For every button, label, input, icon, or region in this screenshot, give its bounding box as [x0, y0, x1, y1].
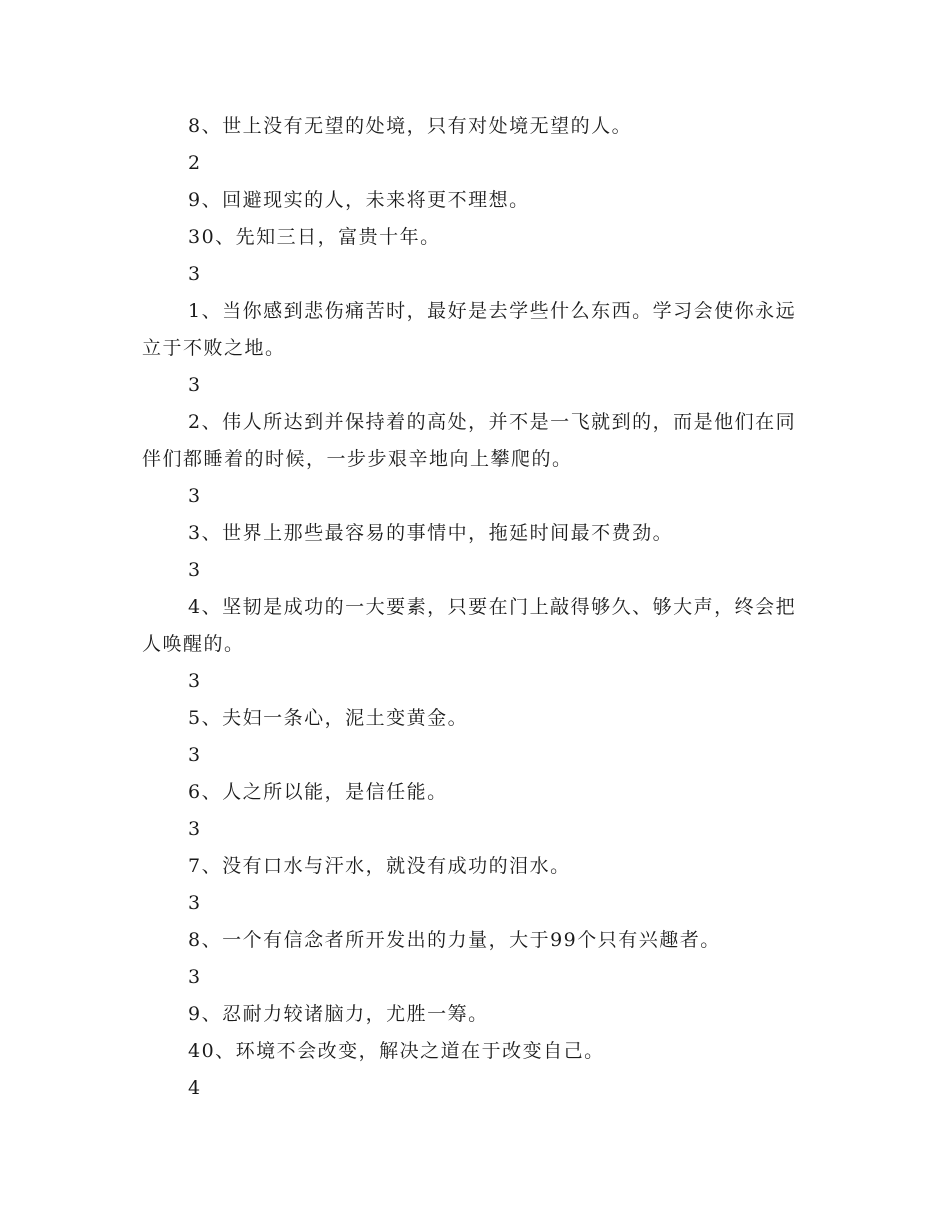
paragraph-15: 3	[188, 744, 202, 766]
paragraph-18: 7、没有口水与汗水，就没有成功的泪水。	[188, 855, 571, 877]
paragraph-11: 3	[188, 559, 202, 581]
paragraph-17: 3	[188, 818, 202, 840]
paragraph-9: 3	[188, 485, 202, 507]
paragraph-22: 9、忍耐力较诸脑力，尤胜一筹。	[188, 1003, 489, 1025]
paragraph-14: 5、夫妇一条心，泥土变黄金。	[188, 707, 469, 729]
paragraph-10: 3、世界上那些最容易的事情中，拖延时间最不费劲。	[188, 522, 674, 544]
paragraph-8: 2、伟人所达到并保持着的高处，并不是一飞就到的，而是他们在同伴们都睡着的时候，一步步艰辛地向上攀爬的。	[142, 411, 797, 470]
paragraph-12: 4、坚韧是成功的一大要素，只要在门上敲得够久、够大声，终会把人唤醒的。	[142, 596, 797, 655]
paragraph-21: 3	[188, 966, 202, 988]
paragraph-13: 3	[188, 670, 202, 692]
paragraph-19: 3	[188, 892, 202, 914]
paragraph-2: 2	[188, 152, 202, 174]
paragraph-1: 8、世上没有无望的处境，只有对处境无望的人。	[188, 115, 633, 137]
paragraph-3: 9、回避现实的人，未来将更不理想。	[188, 189, 530, 211]
paragraph-23: 40、环境不会改变，解决之道在于改变自己。	[188, 1040, 605, 1062]
paragraph-16: 6、人之所以能，是信任能。	[188, 781, 448, 803]
document-body	[142, 108, 808, 1107]
paragraph-5: 3	[188, 263, 202, 285]
paragraph-24: 4	[188, 1077, 202, 1099]
paragraph-7: 3	[188, 374, 202, 396]
paragraph-6: 1、当你感到悲伤痛苦时，最好是去学些什么东西。学习会使你永远立于不败之地。	[142, 300, 797, 359]
paragraph-20: 8、一个有信念者所开发出的力量，大于99个只有兴趣者。	[188, 929, 721, 951]
paragraph-4: 30、先知三日，富贵十年。	[188, 226, 441, 248]
